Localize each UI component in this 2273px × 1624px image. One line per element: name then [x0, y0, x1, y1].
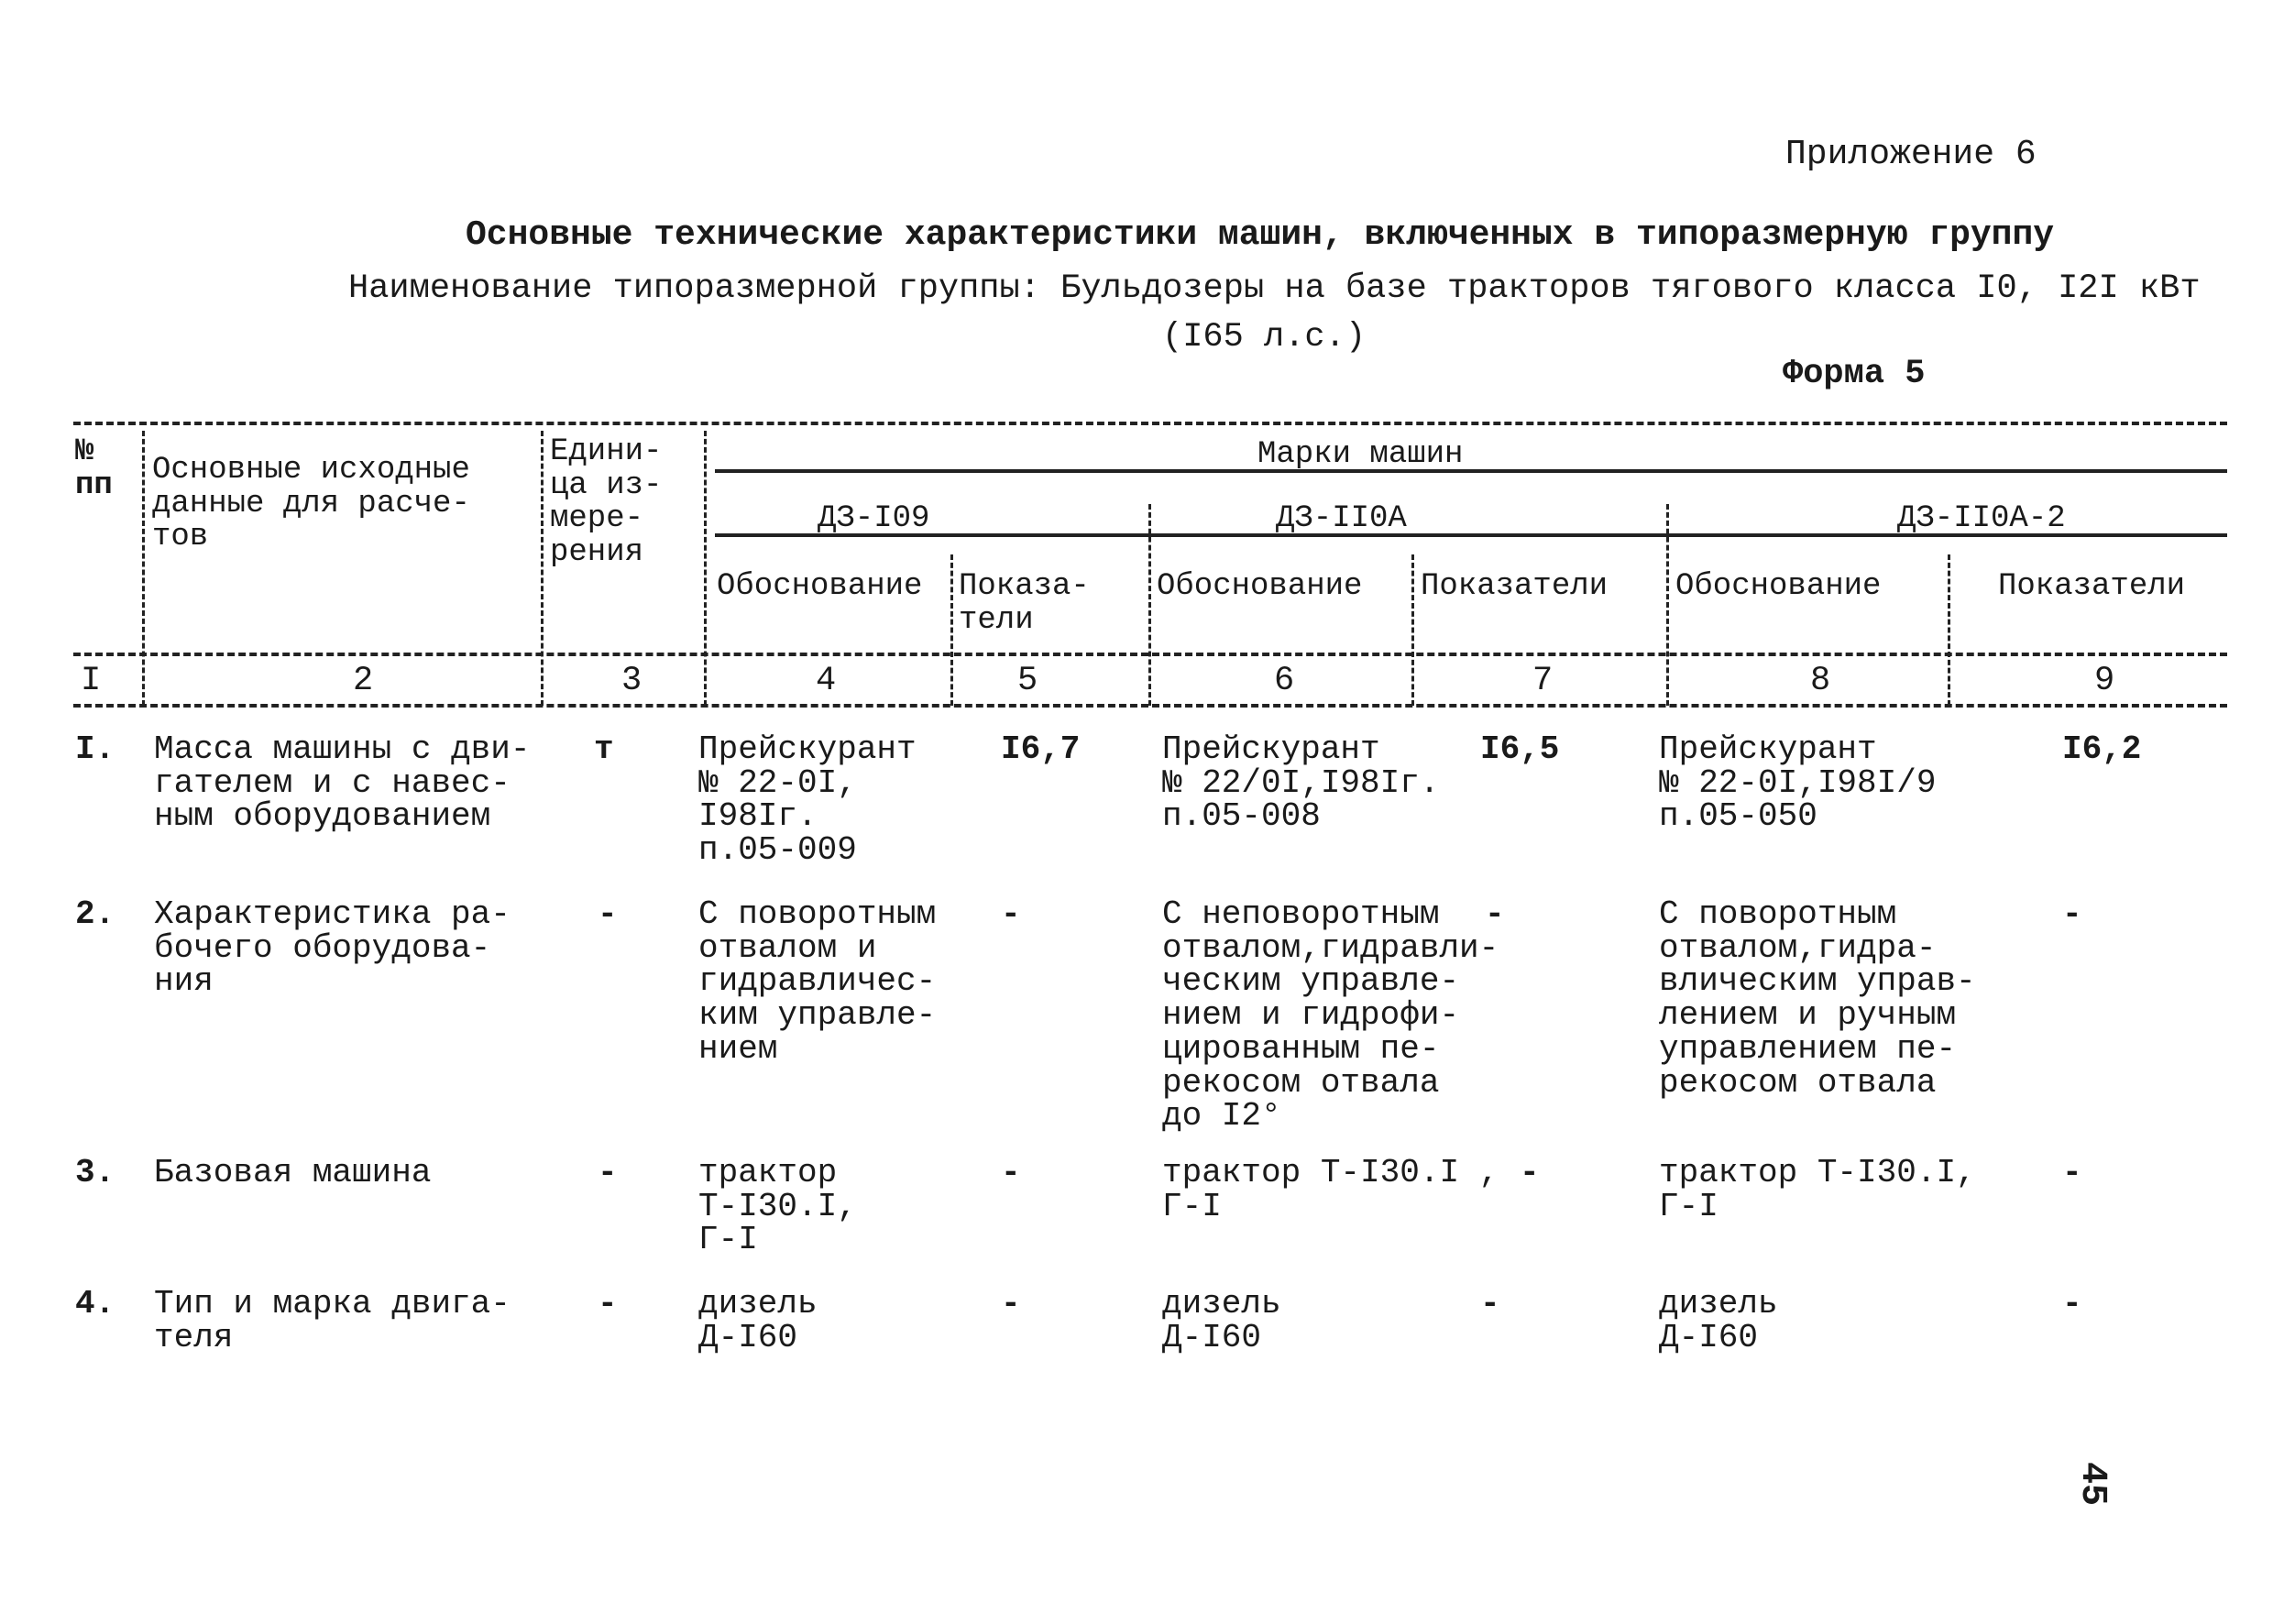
page-number: 45 [2071, 1462, 2113, 1507]
col-sep-7 [1666, 504, 1669, 706]
row-2-unit: - [598, 895, 618, 933]
row-1-basis-3: Прейскурант № 22-0I,I98I/9 п.05-050 [1659, 730, 1937, 836]
colnum-1: I [81, 662, 102, 700]
header-model-2: ДЗ-II0А [1276, 501, 1407, 536]
col-sep-6 [1411, 554, 1414, 706]
row-3-num: 3. [75, 1154, 115, 1191]
row-1-num: I. [75, 730, 115, 768]
table-top-rule [73, 422, 2227, 425]
row-1-value-3: I6,2 [2062, 730, 2142, 768]
header-indicators-3: Показатели [1998, 569, 2186, 604]
header-brands: Марки машин [1257, 437, 1464, 472]
header-model-1: ДЗ-I09 [818, 501, 930, 536]
colnum-8: 8 [1810, 662, 1831, 700]
row-4-basis-2: дизель Д-I60 [1162, 1285, 1281, 1356]
header-basis-3: Обоснование [1675, 569, 1882, 604]
header-indicators-1: Показа- тели [959, 569, 1090, 638]
row-1-unit: т [594, 730, 614, 768]
header-basis-2: Обоснование [1157, 569, 1363, 604]
row-1-basis-2: Прейскурант № 22/0I,I98Iг. п.05-008 [1162, 730, 1440, 836]
row-3-value-1: - [1001, 1154, 1021, 1191]
header-param: Основные исходные данные для расче- тов [152, 453, 470, 555]
row-2-basis-2: С неповоротным отвалом,гидравли- ческим управле- нием и гидрофи- цированным пе- рекосом отвала до I2° [1162, 895, 1499, 1136]
row-3-basis-1: трактор Т-I30.I, Г-I [698, 1154, 857, 1259]
header-model-3: ДЗ-II0А-2 [1897, 501, 2066, 536]
colnum-7: 7 [1532, 662, 1554, 700]
row-4-value-1: - [1001, 1285, 1021, 1322]
row-2-value-1: - [1001, 895, 1021, 933]
power-rating: (I65 л.с.) [1162, 318, 1367, 357]
row-2-basis-1: С поворотным отвалом и гидравличес- ким управле- нием [698, 895, 937, 1068]
row-3-unit: - [598, 1154, 618, 1191]
row-4-value-2: - [1480, 1285, 1500, 1322]
colnum-5: 5 [1017, 662, 1038, 700]
colnum-4: 4 [816, 662, 837, 700]
colnum-6: 6 [1274, 662, 1295, 700]
col-sep-5 [1148, 504, 1151, 706]
colnum-3: 3 [621, 662, 642, 700]
header-basis-1: Обоснование [717, 569, 923, 604]
colnum-9: 9 [2094, 662, 2115, 700]
col-sep-2 [541, 431, 544, 706]
header-unit: Едини- ца из- мере- рения [550, 434, 663, 571]
row-2-param: Характеристика ра- бочего оборудова- ния [154, 895, 511, 1001]
col-sep-3 [704, 431, 707, 706]
row-4-basis-1: дизель Д-I60 [698, 1285, 818, 1356]
header-num: № пп [75, 434, 113, 503]
row-3-basis-3: трактор Т-I30.I, Г-I [1659, 1154, 1976, 1225]
row-4-num: 4. [75, 1285, 115, 1322]
row-4-unit: - [598, 1285, 618, 1322]
row-3-param: Базовая машина [154, 1154, 432, 1191]
row-3-value-2: - [1520, 1154, 1540, 1191]
form-label: Форма 5 [1783, 355, 1926, 393]
appendix-label: Приложение 6 [1785, 135, 2037, 174]
brands-rule [715, 469, 2227, 473]
row-4-param: Тип и марка двига- теля [154, 1285, 511, 1356]
row-4-basis-3: дизель Д-I60 [1659, 1285, 1778, 1356]
group-name: Наименование типоразмерной группы: Бульдозеры на базе тракторов тягового класса I0, I2I кВт [348, 269, 2201, 308]
col-sep-1 [142, 431, 145, 706]
row-4-value-3: - [2062, 1285, 2082, 1322]
col-sep-8 [1948, 554, 1950, 706]
document-title: Основные технические характеристики машин, включенных в типоразмерную группу [466, 215, 2055, 255]
row-2-value-2: - [1485, 895, 1505, 933]
col-sep-4 [950, 554, 953, 706]
colnum-2: 2 [353, 662, 374, 700]
row-1-value-2: I6,5 [1480, 730, 1560, 768]
row-1-param: Масса машины с дви- гателем и с навес- ным оборудованием [154, 730, 531, 836]
row-2-num: 2. [75, 895, 115, 933]
row-2-basis-3: С поворотным отвалом,гидра- влическим управ- лением и ручным управлением пе- рекосом отвала [1659, 895, 1976, 1102]
row-3-value-3: - [2062, 1154, 2082, 1191]
row-2-value-3: - [2062, 895, 2082, 933]
row-1-basis-1: Прейскурант № 22-0I, I98Iг. п.05-009 [698, 730, 917, 870]
header-indicators-2: Показатели [1421, 569, 1609, 604]
row-1-value-1: I6,7 [1001, 730, 1081, 768]
row-3-basis-2: трактор Т-I30.I , Г-I [1162, 1154, 1499, 1225]
